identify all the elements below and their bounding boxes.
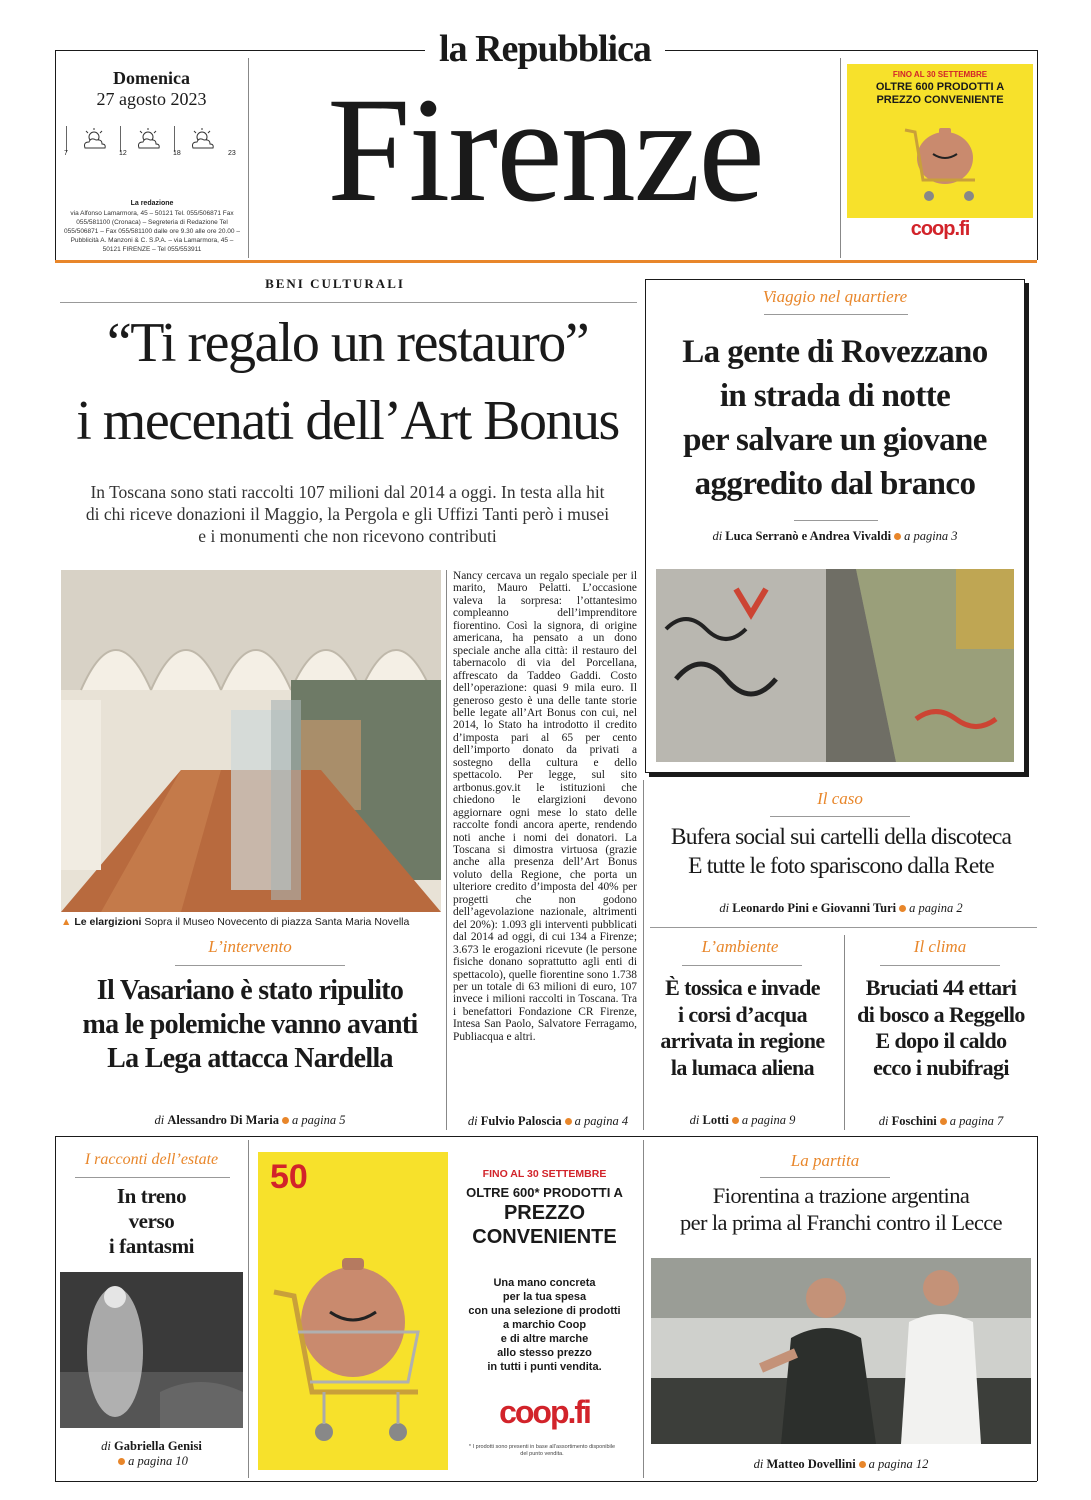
- lead-photo: [61, 570, 441, 912]
- racconti-kicker: I racconti dell’estate: [84, 1151, 219, 1168]
- coop-logo[interactable]: coop.fi: [910, 218, 970, 240]
- rovezzano-headline: [650, 330, 1020, 506]
- anniversary-50-icon: 50: [270, 1158, 308, 1196]
- clima-headline[interactable]: [845, 975, 1037, 1081]
- intervento-headline[interactable]: [55, 974, 445, 1076]
- headline-line: Bruciati 44 ettari: [865, 975, 1017, 1000]
- ad-footnote: * I prodotti sono presenti in base all’assortimento disponibile del punto vendita.: [468, 1444, 616, 1457]
- headline-line: Fiorentina a trazione argentina: [712, 1183, 970, 1208]
- top-advertisement[interactable]: [847, 64, 1033, 218]
- caption-bold: Le elargizioni: [74, 916, 142, 928]
- lead-headline: “Ti regalo un restauro”: [106, 312, 589, 374]
- piggy-cart-icon: [895, 110, 995, 218]
- redazione-text: via Alfonso Lamarmora, 45 – 50121 Tel. 055/506871 Fax 055/581100 (Cronaca) – Segreteria di Redazione Tel 055/506871 – Fax 055/581100 dalle ore 9.30 alle ore 20.00 – Pubblicità A. Manzoni & C. S.P.A. – via Lamarmora, 45 – 50121 FIRENZE – Tel 055/553911: [64, 210, 240, 253]
- byline-author: Gabriella Genisi: [114, 1439, 202, 1453]
- section-label: BENI CULTURALI: [265, 276, 405, 291]
- headline-line: la lumaca aliena: [670, 1054, 815, 1080]
- headline-line: arrivata in regione: [660, 1028, 825, 1053]
- weather-hour: 18: [173, 150, 181, 157]
- bottom-advertisement[interactable]: [252, 1140, 640, 1478]
- byline-page: a pagina 5: [291, 1113, 346, 1127]
- headline-line: i fantasmi: [108, 1234, 195, 1258]
- piggy-cart-icon: [268, 1232, 438, 1466]
- headline-line: E dopo il caldo: [875, 1028, 1007, 1053]
- headline-line: ma le polemiche vanno avanti: [82, 1009, 418, 1040]
- byline-page: a pagina 3: [904, 529, 958, 543]
- headline-line: La Lega attacca Nardella: [107, 1043, 393, 1074]
- racconti-byline[interactable]: di Gabriella Genisi a pagina 10: [101, 1439, 202, 1468]
- redazione-title: La redazione: [130, 200, 174, 207]
- headline-line: E tutte le foto spariscono dalla Rete: [688, 853, 994, 879]
- racconti-photo: [60, 1272, 243, 1428]
- partita-headline[interactable]: [645, 1182, 1037, 1236]
- byline-page: a pagina 10: [128, 1454, 188, 1468]
- date-day: Domenica: [113, 68, 190, 88]
- brand-logo: la Repubblica: [439, 28, 651, 70]
- date: 27 agosto 2023: [96, 89, 207, 109]
- intervento-kicker: L’intervento: [208, 937, 292, 956]
- caption-triangle-icon: ▲: [61, 916, 72, 928]
- headline-line: La gente di Rovezzano: [682, 334, 988, 370]
- caption-text: Sopra il Museo Novecento di piazza Santa Maria Novella: [144, 916, 410, 928]
- edition-title: Firenze: [327, 67, 763, 233]
- byline-author: Luca Serranò e Andrea Vivaldi: [725, 529, 892, 543]
- ad-line: OLTRE 600* PRODOTTI A: [466, 1185, 623, 1200]
- ad-line: CONVENIENTE: [472, 1226, 617, 1248]
- byline-page: a pagina 7: [949, 1114, 1004, 1128]
- byline-author: Foschini: [891, 1114, 937, 1128]
- byline-page: a pagina 2: [909, 901, 963, 915]
- sun-cloud-icon: [188, 128, 218, 156]
- byline-page: a pagina 4: [574, 1114, 629, 1128]
- ad-line: FINO AL 30 SETTEMBRE: [892, 70, 988, 79]
- headline-line: È tossica e invade: [665, 975, 820, 1000]
- weather-hour: 12: [119, 150, 127, 157]
- headline-line: in strada di notte: [719, 378, 951, 414]
- headline-line: per salvare un giovane: [683, 422, 987, 458]
- byline-author: Matteo Dovellini: [766, 1457, 856, 1471]
- headline-line: di bosco a Reggello: [857, 1001, 1025, 1027]
- weather-hour: 7: [64, 150, 68, 157]
- ad-line: OLTRE 600 PRODOTTI A: [875, 81, 1005, 93]
- caso-headline[interactable]: [645, 823, 1037, 881]
- caso-kicker: Il caso: [817, 789, 863, 808]
- headline-line: per la prima al Franchi contro il Lecce: [679, 1210, 1003, 1235]
- byline-dot-icon: [894, 533, 901, 540]
- headline-line: Bufera social sui cartelli della discoteca: [670, 824, 1012, 850]
- byline-dot-icon: [940, 1118, 947, 1125]
- sun-cloud-icon: [80, 128, 110, 156]
- rovezzano-box[interactable]: [645, 279, 1025, 773]
- partita-photo: [651, 1258, 1031, 1444]
- ad-line: PREZZO CONVENIENTE: [876, 94, 1004, 106]
- weather-hour: 23: [228, 150, 236, 157]
- ambiente-byline[interactable]: di Lotti a pagina 9: [689, 1113, 796, 1127]
- partita-byline[interactable]: di Matteo Dovellini a pagina 12: [753, 1457, 929, 1471]
- weather-strip: [62, 122, 242, 162]
- headline-line: Il Vasariano è stato ripulito: [96, 975, 404, 1006]
- lead-caption: [61, 916, 451, 928]
- ambiente-headline[interactable]: [645, 975, 840, 1081]
- headline-line: aggredito dal branco: [694, 466, 976, 502]
- rovezzano-kicker: Viaggio nel quartiere: [762, 287, 908, 306]
- headline-line: ecco i nubifragi: [873, 1054, 1009, 1080]
- sun-cloud-icon: [134, 128, 164, 156]
- byline-author: Leonardo Pini e Giovanni Turi: [732, 901, 897, 915]
- byline-dot-icon: [282, 1117, 289, 1124]
- lead-headline: i mecenati dell’Art Bonus: [76, 390, 619, 452]
- headline-line: In treno: [116, 1184, 187, 1208]
- rovezzano-photo: [656, 569, 1014, 762]
- byline-author: Lotti: [702, 1113, 729, 1127]
- racconti-headline[interactable]: [58, 1184, 245, 1259]
- byline-dot-icon: [565, 1118, 572, 1125]
- ad-line: FINO AL 30 SETTEMBRE: [482, 1168, 607, 1180]
- headline-line: i corsi d’acqua: [677, 1001, 808, 1027]
- caso-byline[interactable]: di Leonardo Pini e Giovanni Turi a pagina 2: [719, 901, 963, 915]
- lead-deck: In Toscana sono stati raccolti 107 milioni dal 2014 a oggi. In testa alla hit di chi riceve donazioni il Maggio, la Pergola e gli Uffizi Tanti però i musei e i monumenti che non ricevono contributi: [85, 482, 610, 546]
- headline-line: verso: [128, 1209, 175, 1233]
- lead-byline[interactable]: di Fulvio Paloscia a pagina 4: [467, 1114, 629, 1128]
- byline-dot-icon: [732, 1117, 739, 1124]
- byline-dot-icon: [899, 905, 906, 912]
- ad-line: PREZZO: [503, 1202, 586, 1224]
- clima-byline[interactable]: di Foschini a pagina 7: [878, 1114, 1004, 1128]
- byline-page: a pagina 12: [868, 1457, 929, 1471]
- coop-logo[interactable]: coop.fi: [499, 1394, 590, 1430]
- lead-body: Nancy cercava un regalo speciale per il marito, Mauro Pelatti. L’occasione valeva la sorpresa: l’ottantesimo compleanno dell’imprenditore fiorentino. Così la signora, di origine americana, ha pensato a un dono speciale anche alla città: il restauro del tabernacolo di via del Porcellana, affrescato da Taddeo Gaddi. Costo dell’operazione: quasi 9 mila euro. Il generoso gesto è una delle tante storie belle legate all’Art Bonus con cui, nel 2014, lo Stato ha introdotto il credito d’imposta pari al 65 per cento dell’importo donato da privati a sostegno della cultura e dello spettacolo. Per legge, sul sito artbonus.gov.it le istituzioni che chiedono le elargizioni devono aggiornare ogni mese lo stato delle raccolte fondi ancora aperte, rendendo noti anche i nomi dei donatori. La Toscana si dimostra virtuosa (grazie anche alla presenza dell’Art Bonus voluto della Regione, che porta un ulteriore credito d’imposta del 40% per progetti che non godono dell’agevolazione nazionale, altrimenti del 20%): 1.093 gli interventi pubblicati dal 2014 ad oggi, di cui 134 a Firenze; 3.673 le erogazioni ricevute (le persone fisiche donano soprattutto agli enti di spettacolo), quelle fiorentine sono 1.738 per un totale di 63 milioni di euro, 107 invece i milioni raccolti in Toscana. Tra i benefattori Fondazione CR Firenze, Intesa San Paolo, Salvatore Ferragamo, Publiacqua e altri.: [453, 570, 637, 1043]
- ambiente-kicker: L’ambiente: [701, 937, 779, 956]
- clima-kicker: Il clima: [913, 937, 967, 956]
- byline-dot-icon: [859, 1461, 866, 1468]
- byline-author: Alessandro Di Maria: [167, 1113, 279, 1127]
- byline-page: a pagina 9: [741, 1113, 796, 1127]
- rovezzano-byline: di Luca Serranò e Andrea Vivaldi a pagina 3: [712, 529, 958, 543]
- byline-author: Fulvio Paloscia: [480, 1114, 562, 1128]
- partita-kicker: La partita: [790, 1151, 860, 1170]
- byline-dot-icon: [118, 1458, 125, 1465]
- ad-body: Una mano concreta per la tua spesa con una selezione di prodotti a marchio Coop e di altre marche allo stesso prezzo in tutti i punti vendita.: [468, 1277, 621, 1373]
- intervento-byline[interactable]: di Alessandro Di Maria a pagina 5: [154, 1113, 346, 1127]
